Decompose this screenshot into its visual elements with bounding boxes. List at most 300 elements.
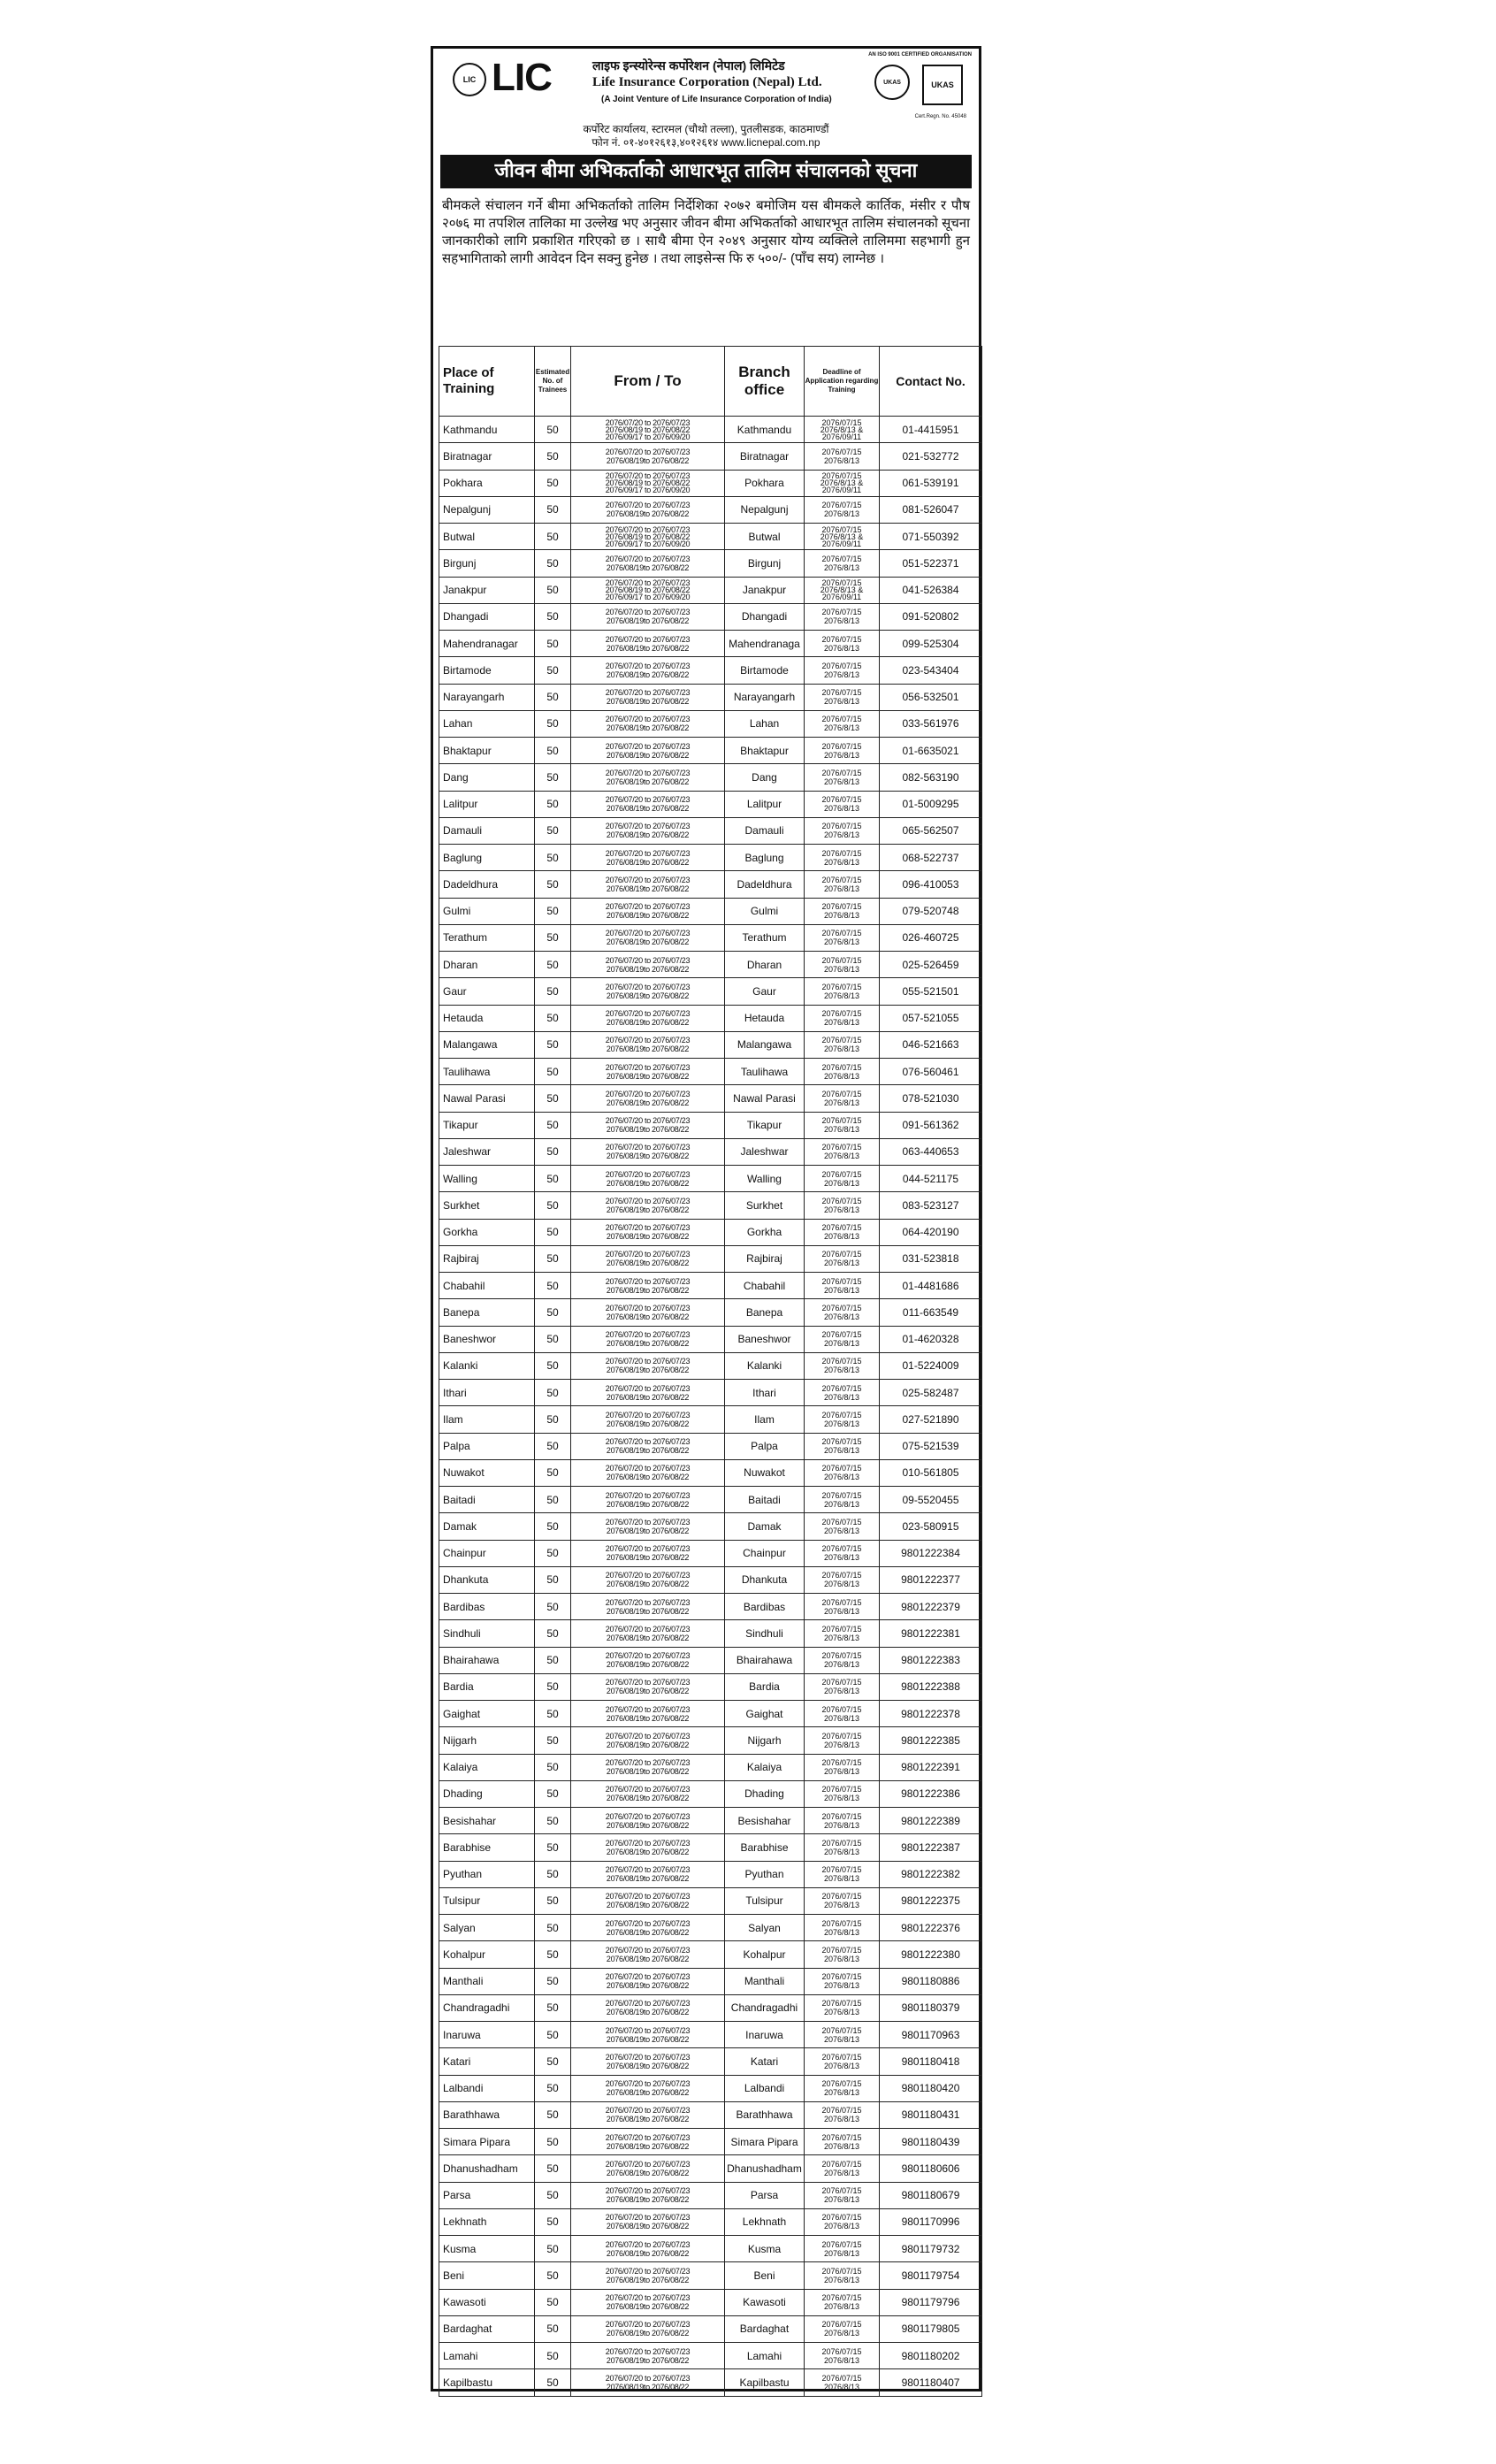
cell-deadline — [805, 1780, 880, 1807]
cell-trainees: 50 — [535, 1326, 571, 1352]
cell-deadline — [805, 1915, 880, 1941]
table-row — [439, 1861, 982, 1887]
cell-branch: Nuwakot — [725, 1459, 805, 1486]
cell-contact: 9801170963 — [880, 2022, 982, 2048]
deadline-date: 2076/07/15 — [821, 1571, 862, 1580]
date-range: 2076/08/19to 2076/08/22 — [606, 1098, 690, 1107]
cell-trainees: 50 — [535, 1647, 571, 1673]
cell-trainees: 50 — [535, 1219, 571, 1245]
date-range: 2076/07/20 to 2076/07/23 — [605, 1571, 691, 1580]
deadline-date: 2076/07/15 — [821, 1089, 862, 1098]
company-header — [433, 49, 979, 126]
cell-deadline — [805, 2289, 880, 2315]
deadline-date: 2076/07/15 — [821, 1678, 862, 1687]
table-row — [439, 1299, 982, 1326]
cell-trainees: 50 — [535, 2315, 571, 2342]
cell-branch: Baneshwor — [725, 1326, 805, 1352]
cell-branch: Lalitpur — [725, 791, 805, 817]
deadline-date: 2076/07/15 — [821, 1651, 862, 1661]
deadline-date: 2076/8/13 — [823, 2168, 860, 2177]
date-range: 2076/08/19to 2076/08/22 — [606, 991, 690, 1000]
cell-deadline — [805, 738, 880, 764]
date-range: 2076/07/20 to 2076/07/23 — [605, 578, 691, 588]
deadline-date: 2076/8/13 — [823, 830, 860, 840]
cell-branch: Jaleshwar — [725, 1138, 805, 1165]
cell-place: Baglung — [439, 845, 535, 871]
table-row — [439, 1594, 982, 1620]
cell-branch: Walling — [725, 1166, 805, 1192]
table-row — [439, 2075, 982, 2101]
deadline-date: 2076/07/15 — [821, 795, 862, 805]
cell-place: Bardaghat — [439, 2315, 535, 2342]
cell-place: Nuwakot — [439, 1459, 535, 1486]
date-range: 2076/07/20 to 2076/07/23 — [605, 1785, 691, 1794]
deadline-date: 2076/8/13 — [823, 1633, 860, 1642]
date-range: 2076/08/19to 2076/08/22 — [606, 1820, 690, 1830]
table-row — [439, 2289, 982, 2315]
cell-contact: 096-410053 — [880, 871, 982, 898]
deadline-date: 2076/8/13 — [823, 643, 860, 653]
cell-dates — [571, 2315, 725, 2342]
date-range: 2076/07/20 to 2076/07/23 — [605, 2213, 691, 2223]
cell-place: Salyan — [439, 1915, 535, 1941]
cell-deadline — [805, 1352, 880, 1379]
cell-place: Surkhet — [439, 1192, 535, 1219]
table-row — [439, 978, 982, 1005]
deadline-date: 2076/07/15 — [821, 1892, 862, 1902]
cell-contact: 9801222381 — [880, 1620, 982, 1647]
deadline-date: 2076/07/15 — [821, 2320, 862, 2330]
cell-deadline — [805, 817, 880, 844]
cell-trainees: 50 — [535, 1487, 571, 1513]
cell-trainees: 50 — [535, 1166, 571, 1192]
date-range: 2076/08/19to 2076/08/22 — [606, 1606, 690, 1616]
notice-title-banner: जीवन बीमा अभिकर्ताको आधारभूत तालिम संचालनको सूचना — [440, 155, 972, 188]
table-row — [439, 2343, 982, 2369]
cell-place: Tulsipur — [439, 1887, 535, 1914]
deadline-date: 2076/07/15 — [821, 982, 862, 991]
date-range: 2076/07/20 to 2076/07/23 — [605, 1731, 691, 1741]
cell-trainees: 50 — [535, 631, 571, 657]
date-range: 2076/07/20 to 2076/07/23 — [605, 2079, 691, 2089]
deadline-date: 2076/07/15 — [821, 1597, 862, 1607]
deadline-date: 2076/09/11 — [821, 432, 862, 441]
date-range: 2076/08/19to 2076/08/22 — [606, 937, 690, 947]
table-row — [439, 417, 982, 443]
cell-trainees: 50 — [535, 524, 571, 550]
deadline-date: 2076/8/13 — [823, 1499, 860, 1509]
cell-contact: 099-525304 — [880, 631, 982, 657]
cell-trainees: 50 — [535, 2289, 571, 2315]
table-row — [439, 2369, 982, 2396]
cell-branch: Kapilbastu — [725, 2369, 805, 2396]
cell-place: Pyuthan — [439, 1861, 535, 1887]
cell-dates — [571, 1647, 725, 1673]
cell-contact: 9801180418 — [880, 2048, 982, 2075]
company-name-nepali: लाइफ इन्स्योरेन्स कर्पोरेशन (नेपाल) लिमिटेड — [592, 58, 785, 73]
header-from-to: From / To — [571, 347, 725, 417]
cell-trainees: 50 — [535, 871, 571, 898]
date-range: 2076/08/19to 2076/08/22 — [606, 2248, 690, 2258]
table-row — [439, 1059, 982, 1085]
table-header-row — [439, 347, 982, 417]
cell-deadline — [805, 2155, 880, 2182]
table-row — [439, 631, 982, 657]
date-range: 2076/08/19to 2076/08/22 — [606, 2115, 690, 2124]
cell-trainees: 50 — [535, 1941, 571, 1968]
date-range: 2076/08/19to 2076/08/22 — [606, 1312, 690, 1321]
cell-trainees: 50 — [535, 738, 571, 764]
cell-dates — [571, 524, 725, 550]
table-row — [439, 1915, 982, 1941]
date-range: 2076/07/20 to 2076/07/23 — [605, 1357, 691, 1366]
deadline-date: 2076/8/13 — [823, 2088, 860, 2098]
cell-trainees: 50 — [535, 1138, 571, 1165]
cell-dates — [571, 1513, 725, 1540]
date-range: 2076/07/20 to 2076/07/23 — [605, 1892, 691, 1902]
deadline-date: 2076/09/11 — [821, 539, 862, 548]
training-notice-advertisement — [431, 46, 981, 2391]
cell-branch: Gaur — [725, 978, 805, 1005]
cell-deadline — [805, 1112, 880, 1138]
deadline-date: 2076/07/15 — [821, 634, 862, 644]
cell-deadline — [805, 1620, 880, 1647]
date-range: 2076/07/20 to 2076/07/23 — [605, 1918, 691, 1928]
notice-body-text: बीमकले संचालन गर्ने बीमा अभिकर्ताको तालिम निर्देशिका २०७२ बमोजिम यस बीमकले कार्तिक, मंसीर र पौष २०७६ मा तपशिल तालिका मा उल्लेख भए अनुसार जीवन बीमा अभिकर्ताको आधारभूत तालिम संचालनको सूचना जानकारीको लागि प्रकाशित गरिएको छ । साथै बीमा ऐन २०४९ अनुसार योग्य व्यक्तिले तालिममा सहभागी हुन सहभागिताको लागी आवेदन दिन सक्नु हुनेछ । तथा लाइसेन्स फि रु ५००/- (पाँच सय) लाग्नेछ । — [442, 198, 970, 266]
cell-deadline — [805, 898, 880, 924]
cell-place: Kapilbastu — [439, 2369, 535, 2396]
cell-contact: 9801222389 — [880, 1808, 982, 1834]
cell-dates — [571, 1031, 725, 1058]
header-contact: Contact No. — [880, 347, 982, 417]
cell-contact: 076-560461 — [880, 1059, 982, 1085]
cell-trainees: 50 — [535, 791, 571, 817]
cell-branch: Baitadi — [725, 1487, 805, 1513]
table-row — [439, 657, 982, 684]
deadline-date: 2076/8/13 — [823, 804, 860, 814]
table-row — [439, 1513, 982, 1540]
date-range: 2076/08/19to 2076/08/22 — [606, 1794, 690, 1803]
cell-dates — [571, 1727, 725, 1754]
date-range: 2076/07/20 to 2076/07/23 — [605, 1972, 691, 1982]
date-range: 2076/09/17 to 2076/09/20 — [605, 486, 691, 495]
cell-trainees: 50 — [535, 1994, 571, 2021]
cell-place: Palpa — [439, 1433, 535, 1459]
date-range: 2076/08/19to 2076/08/22 — [606, 1446, 690, 1456]
cell-branch: Surkhet — [725, 1192, 805, 1219]
cell-place: Taulihawa — [439, 1059, 535, 1085]
cell-dates — [571, 710, 725, 737]
table-row — [439, 1166, 982, 1192]
cell-deadline — [805, 1968, 880, 1994]
cell-trainees: 50 — [535, 2101, 571, 2128]
cell-dates — [571, 550, 725, 577]
cell-trainees: 50 — [535, 817, 571, 844]
date-range: 2076/08/19to 2076/08/22 — [606, 1045, 690, 1054]
deadline-date: 2076/07/15 — [821, 741, 862, 751]
deadline-date: 2076/8/13 — [823, 1312, 860, 1321]
table-row — [439, 2236, 982, 2262]
deadline-date: 2076/07/15 — [821, 1865, 862, 1875]
cell-branch: Simara Pipara — [725, 2129, 805, 2155]
table-row — [439, 524, 982, 550]
address-line: कर्पोरेट कार्यालय, स्टारमल (चौथो तल्ला), पुतलीसडक, काठमाण्डौं — [583, 123, 829, 135]
cell-branch: Lekhnath — [725, 2208, 805, 2235]
table-row — [439, 1192, 982, 1219]
lic-emblem-icon: LIC — [453, 63, 486, 96]
table-row — [439, 2315, 982, 2342]
deadline-date: 2076/8/13 — [823, 2061, 860, 2070]
cell-place: Kusma — [439, 2236, 535, 2262]
date-range: 2076/07/20 to 2076/07/23 — [605, 1383, 691, 1393]
deadline-date: 2076/07/15 — [821, 955, 862, 965]
cell-deadline — [805, 2343, 880, 2369]
deadline-date: 2076/07/15 — [821, 1036, 862, 1045]
date-range: 2076/08/19to 2076/08/22 — [606, 857, 690, 867]
cell-contact: 01-5224009 — [880, 1352, 982, 1379]
deadline-date: 2076/8/13 — [823, 1954, 860, 1963]
date-range: 2076/07/20 to 2076/07/23 — [605, 1704, 691, 1714]
table-row — [439, 443, 982, 470]
cell-branch: Dhankuta — [725, 1566, 805, 1593]
table-row — [439, 1754, 982, 1780]
cell-deadline — [805, 2101, 880, 2128]
cell-dates — [571, 1059, 725, 1085]
date-range: 2076/08/19to 2076/08/22 — [606, 2355, 690, 2365]
cell-contact: 9801222379 — [880, 1594, 982, 1620]
deadline-date: 2076/8/13 — [823, 1660, 860, 1670]
cell-deadline — [805, 1487, 880, 1513]
cell-branch: Bardia — [725, 1673, 805, 1700]
table-row — [439, 1968, 982, 1994]
date-range: 2076/07/20 to 2076/07/23 — [605, 795, 691, 805]
cell-branch: Damauli — [725, 817, 805, 844]
deadline-date: 2076/8/13 — [823, 884, 860, 893]
cell-trainees: 50 — [535, 1112, 571, 1138]
cell-place: Nepalgunj — [439, 496, 535, 523]
deadline-date: 2076/8/13 — [823, 616, 860, 626]
cell-place: Malangawa — [439, 1031, 535, 1058]
certificate-number: Cert.Regn. No. 45048 — [914, 114, 966, 119]
lic-logo-text: LIC — [492, 56, 552, 99]
deadline-date: 2076/8/13 — [823, 1687, 860, 1696]
cell-place: Chainpur — [439, 1540, 535, 1566]
cell-branch: Kusma — [725, 2236, 805, 2262]
deadline-date: 2076/8/13 — [823, 2248, 860, 2258]
cell-trainees: 50 — [535, 2343, 571, 2369]
cell-deadline — [805, 1566, 880, 1593]
cell-contact: 041-526384 — [880, 577, 982, 603]
phone-website-line: फोन नं. ०१-४०१२६१३,४०१२६१४ www.licnepal.com.np — [592, 136, 821, 149]
cell-place: Terathum — [439, 924, 535, 951]
deadline-date: 2076/07/15 — [821, 2373, 862, 2383]
cell-dates — [571, 817, 725, 844]
deadline-date: 2076/07/15 — [821, 501, 862, 510]
cell-deadline — [805, 1059, 880, 1085]
cell-place: Nawal Parasi — [439, 1085, 535, 1112]
date-range: 2076/08/19to 2076/08/22 — [606, 670, 690, 679]
cell-contact: 9801222383 — [880, 1647, 982, 1673]
date-range: 2076/08/19to 2076/08/22 — [606, 1526, 690, 1535]
cell-dates — [571, 2022, 725, 2048]
table-row — [439, 710, 982, 737]
cell-branch: Manthali — [725, 1968, 805, 1994]
cell-place: Dhangadi — [439, 603, 535, 630]
date-range: 2076/07/20 to 2076/07/23 — [605, 2320, 691, 2330]
deadline-date: 2076/8/13 — [823, 1366, 860, 1375]
cell-deadline — [805, 2236, 880, 2262]
cell-branch: Parsa — [725, 2182, 805, 2208]
date-range: 2076/07/20 to 2076/07/23 — [605, 1143, 691, 1152]
date-range: 2076/07/20 to 2076/07/23 — [605, 471, 691, 481]
cell-contact: 063-440653 — [880, 1138, 982, 1165]
cell-place: Besishahar — [439, 1808, 535, 1834]
cell-trainees: 50 — [535, 470, 571, 496]
date-range: 2076/08/19to 2076/08/22 — [606, 2382, 690, 2391]
cell-dates — [571, 2101, 725, 2128]
cell-trainees: 50 — [535, 577, 571, 603]
cell-deadline — [805, 2369, 880, 2396]
cell-contact: 9801222380 — [880, 1941, 982, 1968]
date-range: 2076/07/20 to 2076/07/23 — [605, 902, 691, 912]
cell-dates — [571, 1219, 725, 1245]
cell-trainees: 50 — [535, 2129, 571, 2155]
cell-dates — [571, 2182, 725, 2208]
cell-dates — [571, 1620, 725, 1647]
table-row — [439, 1326, 982, 1352]
table-row — [439, 1005, 982, 1031]
deadline-date: 2076/07/15 — [821, 1357, 862, 1366]
deadline-date: 2076/07/15 — [821, 1490, 862, 1500]
cell-place: Damauli — [439, 817, 535, 844]
date-range: 2076/08/19to 2076/08/22 — [606, 830, 690, 840]
cell-dates — [571, 1192, 725, 1219]
cell-place: Beni — [439, 2262, 535, 2289]
table-row — [439, 1808, 982, 1834]
cell-contact: 082-563190 — [880, 764, 982, 791]
date-range: 2076/07/20 to 2076/07/23 — [605, 1089, 691, 1098]
cell-dates — [571, 1808, 725, 1834]
table-row — [439, 845, 982, 871]
table-row — [439, 2155, 982, 2182]
deadline-date: 2076/8/13 — [823, 455, 860, 465]
date-range: 2076/07/20 to 2076/07/23 — [605, 1009, 691, 1019]
table-row — [439, 1994, 982, 2021]
table-row — [439, 1031, 982, 1058]
cell-contact: 9801179796 — [880, 2289, 982, 2315]
cell-dates — [571, 1459, 725, 1486]
cell-trainees: 50 — [535, 1701, 571, 1727]
table-row — [439, 496, 982, 523]
deadline-date: 2076/8/13 — [823, 1419, 860, 1428]
cell-contact: 061-539191 — [880, 470, 982, 496]
cell-place: Chabahil — [439, 1273, 535, 1299]
cell-contact: 044-521175 — [880, 1166, 982, 1192]
cell-branch: Bhairahawa — [725, 1647, 805, 1673]
cell-trainees: 50 — [535, 2369, 571, 2396]
cell-contact: 075-521539 — [880, 1433, 982, 1459]
cell-deadline — [805, 2208, 880, 2235]
date-range: 2076/08/19to 2076/08/22 — [606, 804, 690, 814]
deadline-date: 2076/07/15 — [821, 554, 862, 563]
cell-dates — [571, 898, 725, 924]
cell-deadline — [805, 2129, 880, 2155]
table-row — [439, 791, 982, 817]
cell-place: Dhanushadham — [439, 2155, 535, 2182]
cell-contact: 079-520748 — [880, 898, 982, 924]
deadline-date: 2076/8/13 — [823, 1152, 860, 1161]
cell-contact: 9801180202 — [880, 2343, 982, 2369]
date-range: 2076/08/19to 2076/08/22 — [606, 1392, 690, 1402]
cell-branch: Hetauda — [725, 1005, 805, 1031]
deadline-date: 2076/8/13 — [823, 1874, 860, 1884]
date-range: 2076/07/20 to 2076/07/23 — [605, 1116, 691, 1126]
cell-branch: Gorkha — [725, 1219, 805, 1245]
cell-trainees: 50 — [535, 1433, 571, 1459]
date-range: 2076/08/19to 2076/08/22 — [606, 1874, 690, 1884]
cell-contact: 025-526459 — [880, 952, 982, 978]
cell-dates — [571, 2343, 725, 2369]
deadline-date: 2076/8/13 — [823, 2195, 860, 2205]
date-range: 2076/07/20 to 2076/07/23 — [605, 1437, 691, 1447]
deadline-date: 2076/07/15 — [821, 715, 862, 724]
cell-branch: Dharan — [725, 952, 805, 978]
deadline-date: 2076/07/15 — [821, 1143, 862, 1152]
deadline-date: 2076/8/13 — [823, 1767, 860, 1777]
date-range: 2076/08/19to 2076/08/22 — [606, 1847, 690, 1856]
deadline-date: 2076/07/15 — [821, 1196, 862, 1205]
deadline-date: 2076/8/13 — [823, 697, 860, 707]
cell-branch: Birtamode — [725, 657, 805, 684]
deadline-date: 2076/09/11 — [821, 486, 862, 495]
deadline-date: 2076/8/13 — [823, 509, 860, 519]
deadline-date: 2076/07/15 — [821, 1062, 862, 1072]
date-range: 2076/08/19to 2076/08/22 — [606, 1178, 690, 1188]
table-row — [439, 1219, 982, 1245]
cell-branch: Dadeldhura — [725, 871, 805, 898]
cell-deadline — [805, 978, 880, 1005]
cell-dates — [571, 1005, 725, 1031]
date-range: 2076/07/20 to 2076/07/23 — [605, 524, 691, 534]
cell-branch: Tulsipur — [725, 1887, 805, 1914]
cell-dates — [571, 1299, 725, 1326]
cell-contact: 071-550392 — [880, 524, 982, 550]
cell-trainees: 50 — [535, 496, 571, 523]
date-range: 2076/07/20 to 2076/07/23 — [605, 2266, 691, 2276]
date-range: 2076/08/19to 2076/08/22 — [606, 2168, 690, 2177]
date-range: 2076/08/19to 2076/08/22 — [606, 1152, 690, 1161]
cell-branch: Ithari — [725, 1380, 805, 1406]
cell-place: Dhankuta — [439, 1566, 535, 1593]
cell-dates — [571, 1941, 725, 1968]
deadline-date: 2076/07/15 — [821, 608, 862, 617]
table-row — [439, 1352, 982, 1379]
date-range: 2076/08/19to 2076/08/22 — [606, 1901, 690, 1910]
cell-trainees: 50 — [535, 1834, 571, 1861]
cell-contact: 9801222378 — [880, 1701, 982, 1727]
date-range: 2076/08/19to 2076/08/22 — [606, 750, 690, 760]
cell-dates — [571, 684, 725, 710]
cell-place: Lamahi — [439, 2343, 535, 2369]
cell-dates — [571, 2048, 725, 2075]
cell-trainees: 50 — [535, 2075, 571, 2101]
cell-place: Butwal — [439, 524, 535, 550]
cell-branch: Besishahar — [725, 1808, 805, 1834]
table-row — [439, 1245, 982, 1272]
deadline-date: 2076/07/15 — [821, 2346, 862, 2356]
cell-trainees: 50 — [535, 2208, 571, 2235]
cell-contact: 083-523127 — [880, 1192, 982, 1219]
